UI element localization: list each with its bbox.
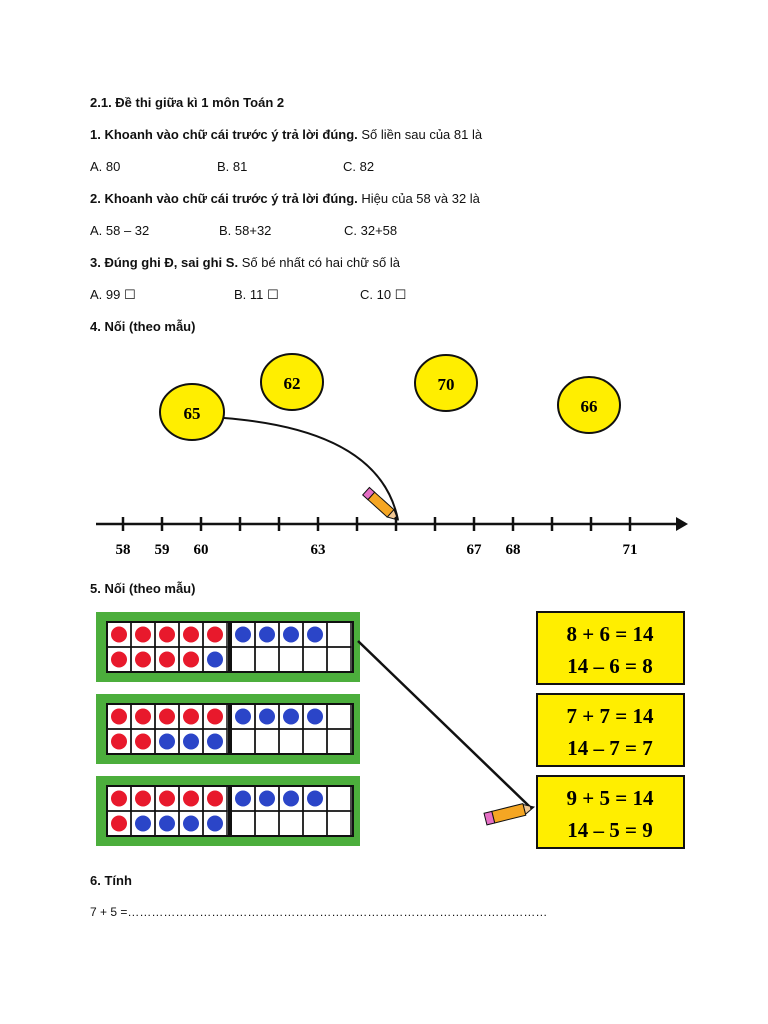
equation-text: 9 + 5 = 14 — [566, 786, 654, 810]
circle-label: 62 — [283, 374, 301, 393]
blue-counter — [183, 734, 199, 750]
number-line-arrow — [676, 517, 688, 531]
number-circle[interactable] — [558, 377, 620, 433]
question-6-heading: 6. Tính — [90, 873, 132, 888]
equation-card[interactable] — [537, 776, 684, 848]
red-counter — [135, 709, 151, 725]
red-counter — [183, 791, 199, 807]
red-counter — [207, 791, 223, 807]
ten-frames-figure — [0, 605, 768, 855]
tick-label: 68 — [505, 542, 521, 558]
blue-counter — [159, 734, 175, 750]
red-counter — [135, 652, 151, 668]
red-counter — [135, 791, 151, 807]
tick-label: 63 — [310, 542, 326, 558]
number-circle[interactable] — [261, 354, 323, 410]
blue-counter — [283, 791, 299, 807]
red-counter — [159, 652, 175, 668]
connector-line — [224, 418, 398, 520]
question-3 — [90, 255, 400, 270]
tick-label: 58 — [115, 542, 131, 558]
page-title: 2.1. Đề thi giữa kì 1 môn Toán 2 — [90, 95, 285, 110]
red-counter — [111, 627, 127, 643]
blue-counter — [235, 709, 251, 725]
tick-label: 71 — [622, 542, 638, 558]
blue-counter — [135, 816, 151, 832]
question-2-instruction: 2. Khoanh vào chữ cái trước ý trả lời đúng. — [90, 191, 358, 206]
number-circle[interactable] — [415, 355, 477, 411]
q1-option-c[interactable]: C. 82 — [343, 159, 375, 174]
q1-option-b[interactable]: B. 81 — [217, 159, 248, 174]
red-counter — [183, 652, 199, 668]
question-4-heading: 4. Nối (theo mẫu) — [90, 319, 196, 334]
red-counter — [159, 709, 175, 725]
connector-line — [358, 641, 530, 807]
circle-label: 66 — [580, 397, 598, 416]
equation-text: 8 + 6 = 14 — [566, 622, 654, 646]
q3-option-b[interactable]: B. 11 ☐ — [234, 287, 279, 302]
ten-frame-pair[interactable] — [96, 776, 360, 846]
question-2 — [90, 191, 480, 206]
red-counter — [207, 709, 223, 725]
equation-text: 14 – 7 = 7 — [567, 736, 653, 760]
red-counter — [183, 709, 199, 725]
blue-counter — [159, 816, 175, 832]
number-circle[interactable] — [160, 384, 224, 440]
answer-line[interactable]: 7 + 5 =…………………………………………………………………………………………… — [90, 905, 548, 919]
red-counter — [111, 652, 127, 668]
question-1-text: Số liền sau của 81 là — [361, 127, 483, 142]
red-counter — [135, 734, 151, 750]
q3-option-a[interactable]: A. 99 ☐ — [90, 287, 136, 302]
red-counter — [207, 627, 223, 643]
q2-option-b[interactable]: B. 58+32 — [219, 223, 272, 238]
q3-option-c[interactable]: C. 10 ☐ — [360, 287, 407, 302]
blue-counter — [207, 816, 223, 832]
blue-counter — [307, 791, 323, 807]
blue-counter — [207, 734, 223, 750]
red-counter — [111, 791, 127, 807]
blue-counter — [183, 816, 199, 832]
q1-option-a[interactable]: A. 80 — [90, 159, 121, 174]
blue-counter — [307, 709, 323, 725]
equation-card[interactable] — [537, 612, 684, 684]
question-3-text: Số bé nhất có hai chữ số là — [241, 255, 401, 270]
red-counter — [159, 791, 175, 807]
circle-label: 65 — [183, 404, 201, 423]
red-counter — [183, 627, 199, 643]
blue-counter — [283, 709, 299, 725]
question-1 — [90, 127, 482, 142]
equation-card[interactable] — [537, 694, 684, 766]
tick-label: 60 — [193, 542, 209, 558]
blue-counter — [235, 791, 251, 807]
red-counter — [135, 627, 151, 643]
red-counter — [111, 709, 127, 725]
blue-counter — [259, 627, 275, 643]
equation-text: 7 + 7 = 14 — [566, 704, 654, 728]
question-5-heading: 5. Nối (theo mẫu) — [90, 581, 196, 596]
blue-counter — [235, 627, 251, 643]
number-line-figure — [0, 340, 768, 580]
red-counter — [111, 816, 127, 832]
blue-counter — [259, 709, 275, 725]
blue-counter — [283, 627, 299, 643]
ten-frame-pair[interactable] — [96, 612, 360, 682]
blue-counter — [307, 627, 323, 643]
equation-text: 14 – 6 = 8 — [567, 654, 653, 678]
question-2-text: Hiệu của 58 và 32 là — [361, 191, 480, 206]
q2-option-a[interactable]: A. 58 – 32 — [90, 223, 150, 238]
blue-counter — [259, 791, 275, 807]
tick-label: 67 — [466, 542, 482, 558]
tick-label: 59 — [154, 542, 170, 558]
blue-counter — [207, 652, 223, 668]
question-1-instruction: 1. Khoanh vào chữ cái trước ý trả lời đúng. — [90, 127, 358, 142]
ten-frame-pair[interactable] — [96, 694, 360, 764]
red-counter — [111, 734, 127, 750]
equation-text: 14 – 5 = 9 — [567, 818, 653, 842]
circle-label: 70 — [437, 375, 455, 394]
question-3-instruction: 3. Đúng ghi Đ, sai ghi S. — [90, 255, 239, 270]
red-counter — [159, 627, 175, 643]
q2-option-c[interactable]: C. 32+58 — [344, 223, 398, 238]
